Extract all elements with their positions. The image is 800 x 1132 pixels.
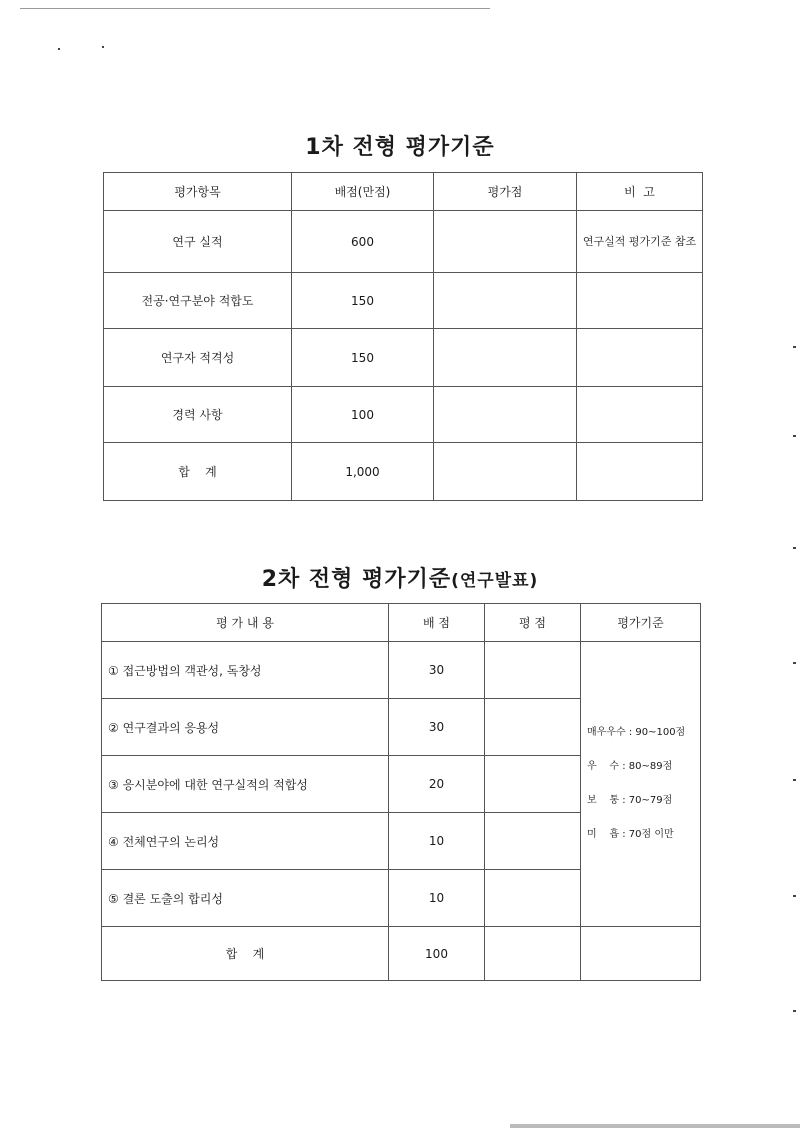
table1-cell-score: 600 <box>292 211 434 273</box>
table1-cell-item: 경력 사항 <box>104 387 292 443</box>
criteria-average: 보 통 : 70~79점 <box>587 795 673 806</box>
table2-criteria-cell <box>581 642 701 927</box>
second-round-criteria-table <box>101 603 701 981</box>
table2-cell-item: ① 접근방법의 객관성, 독창성 <box>102 642 389 699</box>
edge-mark <box>793 662 796 664</box>
criteria-excellent: 매우우수 : 90~100점 <box>587 727 686 738</box>
table2-title-main: 2차 전형 평가기준 <box>261 567 452 592</box>
table2-total-label: 합 계 <box>102 927 389 981</box>
table1-total-row <box>104 443 703 501</box>
table2-header-eval: 평 점 <box>485 604 581 642</box>
table1-cell-eval <box>434 387 577 443</box>
table2-title-suffix: (연구발표) <box>451 571 539 591</box>
table2-header-criteria: 평가기준 <box>581 604 701 642</box>
table1-cell-score: 100 <box>292 387 434 443</box>
table-row <box>104 211 703 273</box>
table2-total-eval <box>485 927 581 981</box>
table1-cell-note <box>577 443 703 501</box>
table2-cell-item: ④ 전체연구의 논리성 <box>102 813 389 870</box>
table2-cell-item: ② 연구결과의 응용성 <box>102 699 389 756</box>
edge-mark <box>793 346 796 348</box>
table2-cell-eval <box>485 642 581 699</box>
table1-cell-eval <box>434 329 577 387</box>
criteria-poor: 미 흡 : 70점 이만 <box>587 829 674 840</box>
table2-cell-eval <box>485 699 581 756</box>
table2-cell-item: ⑤ 결론 도출의 합리성 <box>102 870 389 927</box>
table2-cell-score: 10 <box>389 813 485 870</box>
table1-cell-score: 150 <box>292 273 434 329</box>
table1-cell-note: 연구실적 평가기준 참조 <box>577 211 703 273</box>
edge-mark <box>793 1010 796 1012</box>
table-row <box>104 387 703 443</box>
table1-title: 1차 전형 평가기준 <box>305 135 495 160</box>
table2-total-row <box>102 927 701 981</box>
table2-cell-score: 10 <box>389 870 485 927</box>
edge-mark <box>793 779 796 781</box>
scan-dot <box>102 46 104 48</box>
table1-cell-item: 연구 실적 <box>104 211 292 273</box>
table1-header-eval: 평가점 <box>434 173 577 211</box>
table1-cell-eval <box>434 211 577 273</box>
table2-header-row <box>102 604 701 642</box>
table1-cell-score: 1,000 <box>292 443 434 501</box>
table1-cell-score: 150 <box>292 329 434 387</box>
table1-header-score: 배점(만점) <box>292 173 434 211</box>
scan-artifact-top-line <box>20 8 490 9</box>
table1-cell-item: 전공·연구분야 적합도 <box>104 273 292 329</box>
table1-header-item: 평가항목 <box>104 173 292 211</box>
table1-cell-note <box>577 329 703 387</box>
table2-cell-score: 20 <box>389 756 485 813</box>
table1-cell-note <box>577 387 703 443</box>
scan-artifact-bottom <box>510 1124 800 1128</box>
table1-cell-item: 합 계 <box>104 443 292 501</box>
table-row <box>104 329 703 387</box>
table1-cell-eval <box>434 443 577 501</box>
table2-cell-eval <box>485 870 581 927</box>
scan-dot <box>58 48 60 50</box>
table1-header-row <box>104 173 703 211</box>
table2-title <box>0 562 800 593</box>
table-row <box>102 642 701 699</box>
first-round-criteria-table <box>103 172 703 501</box>
table2-cell-score: 30 <box>389 699 485 756</box>
table1-header-note: 비 고 <box>577 173 703 211</box>
table2-cell-eval <box>485 756 581 813</box>
table1-cell-eval <box>434 273 577 329</box>
edge-mark <box>793 547 796 549</box>
table2-cell-item: ③ 응시분야에 대한 연구실적의 적합성 <box>102 756 389 813</box>
edge-mark <box>793 435 796 437</box>
table-row <box>104 273 703 329</box>
table2-total-score: 100 <box>389 927 485 981</box>
table2-total-criteria <box>581 927 701 981</box>
table1-cell-note <box>577 273 703 329</box>
table2-cell-score: 30 <box>389 642 485 699</box>
table1-cell-item: 연구자 적격성 <box>104 329 292 387</box>
table2-header-score: 배 점 <box>389 604 485 642</box>
table2-header-content: 평 가 내 용 <box>102 604 389 642</box>
edge-mark <box>793 895 796 897</box>
criteria-good: 우 수 : 80~89점 <box>587 761 673 772</box>
table2-cell-eval <box>485 813 581 870</box>
